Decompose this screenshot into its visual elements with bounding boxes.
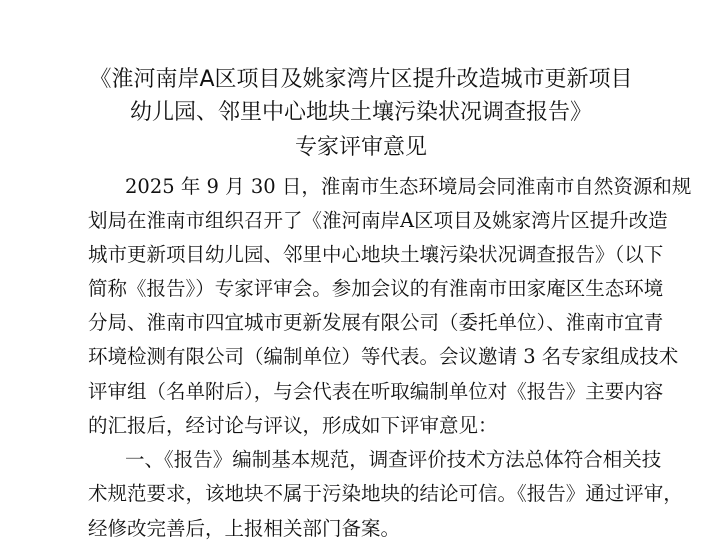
text-line: 评审组（名单附后），与会代表在听取编制单位对《报告》主要内容 (88, 380, 664, 403)
text-line: 分局、淮南市四宜城市更新发展有限公司（委托单位）、淮南市宜青 (88, 311, 664, 334)
text-line: 划局在淮南市组织召开了《淮河南岸A区项目及姚家湾片区提升改造 (88, 209, 668, 232)
text-line: 城市更新项目幼儿园、邻里中心地块土壤污染状况调查报告》（以下 (88, 243, 664, 266)
text-line: 一、《报告》编制基本规范，调查评价技术方法总体符合相关技 (125, 448, 662, 471)
text-line: 经修改完善后，上报相关部门备案。 (88, 517, 401, 540)
text-line: 简称《报告》）专家评审会。参加会议的有淮南市田家庵区生态环境 (88, 277, 664, 300)
title-line-1: 《淮河南岸A区项目及姚家湾片区提升改造城市更新项目 (89, 67, 633, 92)
subtitle: 专家评审意见 (294, 135, 427, 160)
text-line: 术规范要求，该地块不属于污染地块的结论可信。《报告》通过评审， (88, 482, 683, 505)
text-line: 2025 年 9 月 30 日，淮南市生态环境局会同淮南市自然资源和规 (125, 175, 692, 198)
title-line-2: 幼儿园、邻里中心地块土壤污染状况调查报告》 (129, 100, 592, 125)
text-line: 的汇报后，经讨论与评议，形成如下评审意见： (88, 414, 498, 437)
text-line: 环境检测有限公司（编制单位）等代表。会议邀请 3 名专家组成技术 (88, 345, 679, 368)
